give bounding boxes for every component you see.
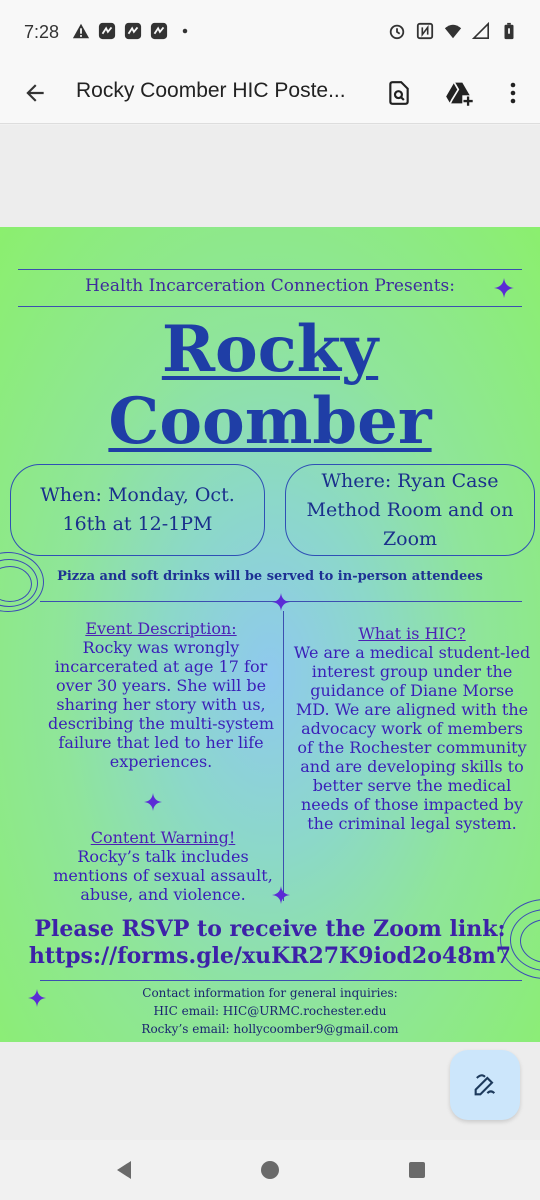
contact-rocky-email: Rocky’s email: hollycoomber9@gmail.com [141,1022,399,1036]
when-box [10,464,265,556]
speaker-last-name: Coomber [108,384,432,459]
pizza-note: Pizza and soft drinks will be served to in-person attendees [57,569,483,584]
back-button[interactable] [18,76,52,110]
event-description-body: Rocky was wrongly incarcerated at age 17 for over 30 years. She will be sharing her story with us, describing the multi-system failure that led to her life experiences. [48,638,275,771]
edit-annotate-icon [471,1071,499,1099]
app-notification-icon [124,22,142,40]
document-title: Rocky Coomber HIC Poste... [76,79,346,102]
wifi-icon [444,22,462,40]
divider [18,306,522,307]
add-to-drive-button[interactable] [441,74,479,112]
where-text: Where: Ryan Case Method Room and on Zoom [306,469,514,550]
divider [40,980,522,981]
system-nav-bar [0,1140,540,1200]
battery-icon [500,22,518,40]
when-text: When: Monday, Oct. 16th at 12-1PM [40,484,235,535]
nav-back-button[interactable] [112,1158,136,1182]
nav-recents-button[interactable] [405,1158,429,1182]
contact-hic-email: HIC email: HIC@URMC.rochester.edu [153,1004,387,1018]
content-warning-body: Rocky’s talk includes mentions of sexual assault, abuse, and violence. [53,847,273,904]
app-bar [0,62,540,124]
home-nav-icon [260,1160,280,1180]
status-notification-icons [72,22,194,40]
status-system-icons [388,22,518,40]
recents-nav-icon [408,1161,426,1179]
nfc-icon [416,22,434,40]
what-is-hic-heading: What is HIC? [358,624,466,643]
dot-icon [176,22,194,40]
status-time: 7:28 [24,22,60,42]
more-options-button[interactable] [494,74,532,112]
arrow-back-icon [22,80,48,106]
warning-icon [72,22,90,40]
what-is-hic [292,624,532,833]
column-divider [283,611,284,901]
sparkle-icon [272,593,290,611]
poster-page [0,227,540,1042]
content-warning-heading: Content Warning! [90,828,236,847]
sparkle-icon [494,278,514,298]
presents-line: Health Incarceration Connection Presents: [84,276,455,296]
annotate-button[interactable] [450,1050,520,1120]
status-bar [0,0,540,62]
find-in-document-button[interactable] [380,74,418,112]
content-warning [50,828,276,904]
rsvp-link[interactable]: https://forms.gle/xuKR27K9iod2o48m7 [28,943,512,969]
back-nav-icon [115,1160,133,1180]
more-options-icon [509,81,517,105]
sparkle-icon [144,793,162,811]
contact-heading: Contact information for general inquiries: [142,986,398,1000]
divider [18,269,522,270]
app-notification-icon [150,22,168,40]
where-box [285,464,535,556]
nav-home-button[interactable] [258,1158,282,1182]
sparkle-icon [272,886,290,904]
speaker-first-name: Rocky [161,312,379,387]
event-description-heading: Event Description: [85,619,237,638]
what-is-hic-body: We are a medical student-led interest group under the guidance of Diane Morse MD. We are aligned with the advocacy work of members of the Rochester community and are developing skills to better serve the medical needs of those impacted by the criminal legal system. [293,643,531,833]
alarm-icon [388,22,406,40]
signal-icon [472,22,490,40]
event-description [48,619,274,771]
app-notification-icon [98,22,116,40]
find-in-document-icon [386,80,412,106]
rsvp-line: Please RSVP to receive the Zoom link: [34,916,506,942]
add-to-drive-icon [445,79,475,107]
